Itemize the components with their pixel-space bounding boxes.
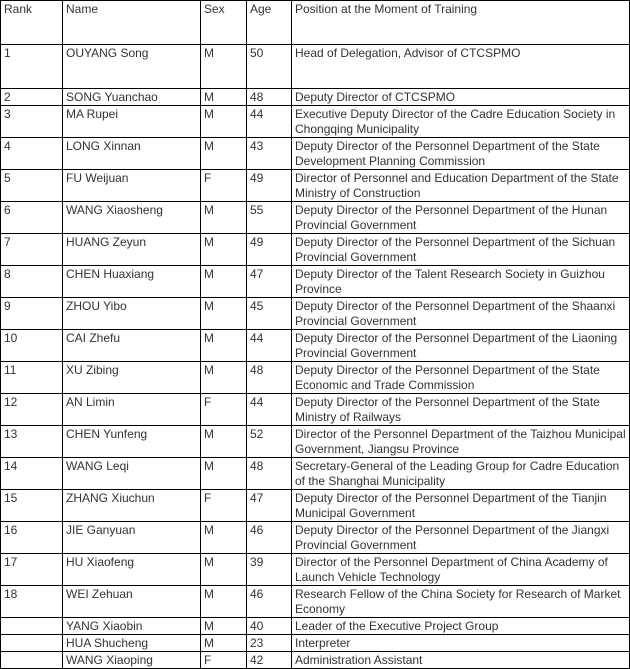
cell-position: Director of the Personnel Department of China Academy of Launch Vehicle Technology [292, 554, 630, 586]
cell-rank: 4 [1, 138, 63, 170]
cell-rank: 9 [1, 298, 63, 330]
cell-sex: M [201, 522, 247, 554]
cell-name: WEI Zehuan [63, 586, 201, 618]
cell-rank: 17 [1, 554, 63, 586]
cell-position: Head of Delegation, Advisor of CTCSPMO [292, 45, 630, 89]
cell-rank: 13 [1, 426, 63, 458]
cell-age: 55 [247, 202, 292, 234]
cell-name: MA Rupei [63, 106, 201, 138]
cell-age: 49 [247, 234, 292, 266]
cell-name: ZHANG Xiuchun [63, 490, 201, 522]
header-age: Age [247, 1, 292, 45]
cell-sex: M [201, 426, 247, 458]
cell-name: CAI Zhefu [63, 330, 201, 362]
cell-position: Director of Personnel and Education Department of the State Ministry of Construction [292, 170, 630, 202]
cell-sex: M [201, 89, 247, 106]
table-row [1, 234, 630, 266]
cell-name: CHEN Yunfeng [63, 426, 201, 458]
table-row [1, 362, 630, 394]
cell-rank [1, 618, 63, 635]
cell-sex: M [201, 554, 247, 586]
cell-sex: M [201, 586, 247, 618]
cell-age: 23 [247, 635, 292, 652]
cell-rank [1, 635, 63, 652]
cell-name: LONG Xinnan [63, 138, 201, 170]
cell-position: Secretary-General of the Leading Group for Cadre Education of the Shanghai Municipality [292, 458, 630, 490]
cell-age: 39 [247, 554, 292, 586]
header-position: Position at the Moment of Training [292, 1, 630, 45]
cell-position: Deputy Director of the Personnel Department of the State Development Planning Commission [292, 138, 630, 170]
cell-rank: 14 [1, 458, 63, 490]
cell-sex: M [201, 635, 247, 652]
cell-rank: 1 [1, 45, 63, 89]
cell-name: HUA Shucheng [63, 635, 201, 652]
table-row [1, 635, 630, 652]
cell-age: 48 [247, 89, 292, 106]
cell-name: FU Weijuan [63, 170, 201, 202]
cell-sex: M [201, 362, 247, 394]
cell-rank: 3 [1, 106, 63, 138]
cell-sex: M [201, 106, 247, 138]
cell-sex: F [201, 170, 247, 202]
cell-rank: 5 [1, 170, 63, 202]
table-row [1, 298, 630, 330]
cell-name: AN Limin [63, 394, 201, 426]
cell-rank: 11 [1, 362, 63, 394]
cell-position: Deputy Director of the Personnel Department of the Shaanxi Provincial Government [292, 298, 630, 330]
cell-sex: M [201, 234, 247, 266]
cell-position: Deputy Director of the Personnel Department of the State Economic and Trade Commission [292, 362, 630, 394]
cell-position: Deputy Director of the Personnel Department of the Tianjin Municipal Government [292, 490, 630, 522]
cell-sex: M [201, 266, 247, 298]
cell-name: WANG Xiaosheng [63, 202, 201, 234]
cell-age: 46 [247, 522, 292, 554]
cell-sex: F [201, 394, 247, 426]
cell-sex: M [201, 45, 247, 89]
cell-age: 48 [247, 458, 292, 490]
cell-rank: 12 [1, 394, 63, 426]
cell-age: 43 [247, 138, 292, 170]
cell-position: Director of the Personnel Department of the Taizhou Municipal Government, Jiangsu Province [292, 426, 630, 458]
cell-age: 46 [247, 586, 292, 618]
header-sex: Sex [201, 1, 247, 45]
cell-rank [1, 652, 63, 669]
table-row [1, 652, 630, 669]
cell-name: XU Zibing [63, 362, 201, 394]
cell-position: Deputy Director of the Personnel Department of the Sichuan Provincial Government [292, 234, 630, 266]
table-row [1, 458, 630, 490]
table-row [1, 266, 630, 298]
cell-position: Deputy Director of the Personnel Department of the Liaoning Provincial Government [292, 330, 630, 362]
cell-sex: F [201, 490, 247, 522]
cell-age: 44 [247, 330, 292, 362]
cell-age: 52 [247, 426, 292, 458]
cell-sex: M [201, 330, 247, 362]
cell-position: Deputy Director of the Personnel Department of the Hunan Provincial Government [292, 202, 630, 234]
cell-rank: 2 [1, 89, 63, 106]
cell-age: 50 [247, 45, 292, 89]
cell-position: Deputy Director of the Personnel Department of the State Ministry of Railways [292, 394, 630, 426]
table-row [1, 522, 630, 554]
cell-sex: M [201, 202, 247, 234]
cell-age: 44 [247, 394, 292, 426]
cell-position: Interpreter [292, 635, 630, 652]
cell-position: Administration Assistant [292, 652, 630, 669]
cell-position: Deputy Director of CTCSPMO [292, 89, 630, 106]
cell-name: HU Xiaofeng [63, 554, 201, 586]
table-row [1, 426, 630, 458]
cell-sex: M [201, 618, 247, 635]
cell-sex: M [201, 298, 247, 330]
cell-age: 47 [247, 490, 292, 522]
cell-rank: 7 [1, 234, 63, 266]
table-row [1, 106, 630, 138]
cell-position: Executive Deputy Director of the Cadre Education Society in Chongqing Municipality [292, 106, 630, 138]
cell-name: SONG Yuanchao [63, 89, 201, 106]
cell-rank: 6 [1, 202, 63, 234]
cell-name: OUYANG Song [63, 45, 201, 89]
table-row [1, 45, 630, 89]
cell-position: Deputy Director of the Talent Research Society in Guizhou Province [292, 266, 630, 298]
cell-rank: 15 [1, 490, 63, 522]
table-row [1, 202, 630, 234]
header-name: Name [63, 1, 201, 45]
cell-name: HUANG Zeyun [63, 234, 201, 266]
cell-age: 44 [247, 106, 292, 138]
header-row [1, 1, 630, 45]
table-row [1, 330, 630, 362]
cell-age: 47 [247, 266, 292, 298]
cell-rank: 18 [1, 586, 63, 618]
cell-name: JIE Ganyuan [63, 522, 201, 554]
table-row [1, 170, 630, 202]
cell-name: YANG Xiaobin [63, 618, 201, 635]
cell-sex: M [201, 138, 247, 170]
table-row [1, 394, 630, 426]
cell-position: Research Fellow of the China Society for Research of Market Economy [292, 586, 630, 618]
table-row [1, 586, 630, 618]
table-row [1, 138, 630, 170]
cell-rank: 8 [1, 266, 63, 298]
table-row [1, 490, 630, 522]
cell-rank: 16 [1, 522, 63, 554]
cell-age: 42 [247, 652, 292, 669]
table-row [1, 554, 630, 586]
cell-rank: 10 [1, 330, 63, 362]
table-row [1, 618, 630, 635]
cell-age: 45 [247, 298, 292, 330]
cell-position: Deputy Director of the Personnel Department of the Jiangxi Provincial Government [292, 522, 630, 554]
cell-sex: M [201, 458, 247, 490]
cell-sex: F [201, 652, 247, 669]
cell-position: Leader of the Executive Project Group [292, 618, 630, 635]
cell-age: 49 [247, 170, 292, 202]
cell-name: WANG Leqi [63, 458, 201, 490]
cell-age: 48 [247, 362, 292, 394]
table-row [1, 89, 630, 106]
cell-name: CHEN Huaxiang [63, 266, 201, 298]
cell-name: ZHOU Yibo [63, 298, 201, 330]
cell-age: 40 [247, 618, 292, 635]
header-rank: Rank [1, 1, 63, 45]
cell-name: WANG Xiaoping [63, 652, 201, 669]
